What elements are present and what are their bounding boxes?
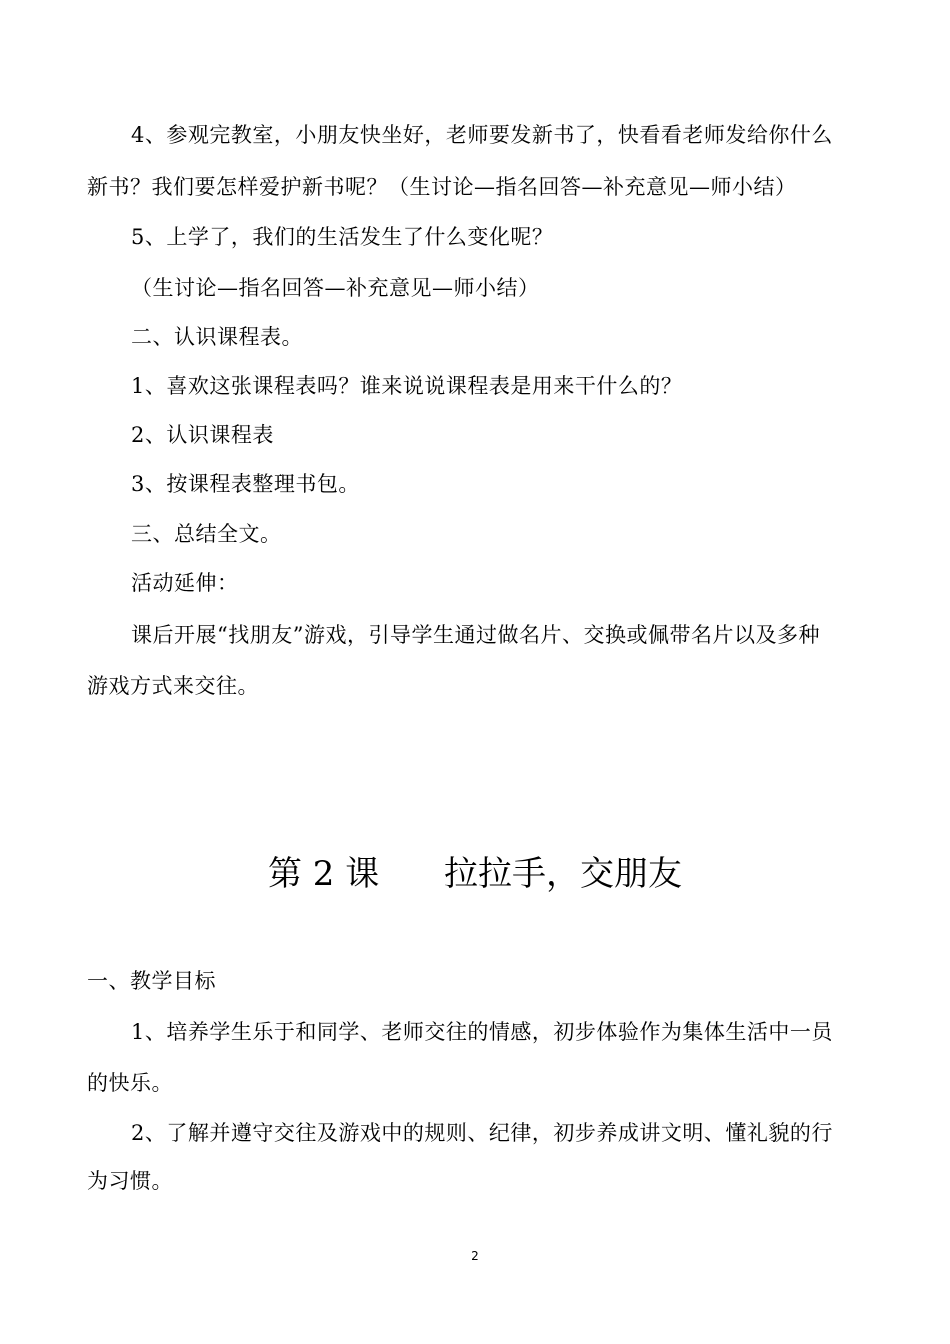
paragraph-line: 游戏方式来交往。	[87, 674, 259, 698]
paragraph-line: 1、喜欢这张课程表吗？谁来说说课程表是用来干什么的？	[131, 374, 683, 398]
paragraph-line: 为习惯。	[87, 1169, 173, 1193]
paragraph-line: 2、了解并遵守交往及游戏中的规则、纪律，初步养成讲文明、懂礼貌的行	[131, 1121, 833, 1145]
page-number: 2	[471, 1249, 479, 1263]
paragraph-line: 新书？我们要怎样爱护新书呢？（生讨论—指名回答—补充意见—师小结）	[87, 175, 797, 199]
section-heading: 二、认识课程表。	[131, 325, 303, 349]
paragraph-line: 活动延伸：	[131, 571, 239, 595]
paragraph-line: 课后开展“找朋友”游戏，引导学生通过做名片、交换或佩带名片以及多种	[131, 623, 820, 647]
paragraph-line: 1、培养学生乐于和同学、老师交往的情感，初步体验作为集体生活中一员	[131, 1020, 833, 1044]
paragraph-line: 的快乐。	[87, 1071, 173, 1095]
lesson-title: 第 2 课 拉拉手，交朋友	[267, 854, 683, 894]
paragraph-line: （生讨论—指名回答—补充意见—师小结）	[131, 276, 540, 300]
paragraph-line: 3、按课程表整理书包。	[131, 472, 360, 496]
paragraph-line: 4、参观完教室，小朋友快坐好，老师要发新书了，快看看老师发给你什么	[131, 123, 833, 147]
section-heading: 三、总结全文。	[131, 522, 282, 546]
section-heading: 一、教学目标	[87, 969, 216, 993]
paragraph-line: 5、上学了，我们的生活发生了什么变化呢？	[131, 225, 554, 249]
paragraph-line: 2、认识课程表	[131, 423, 274, 447]
